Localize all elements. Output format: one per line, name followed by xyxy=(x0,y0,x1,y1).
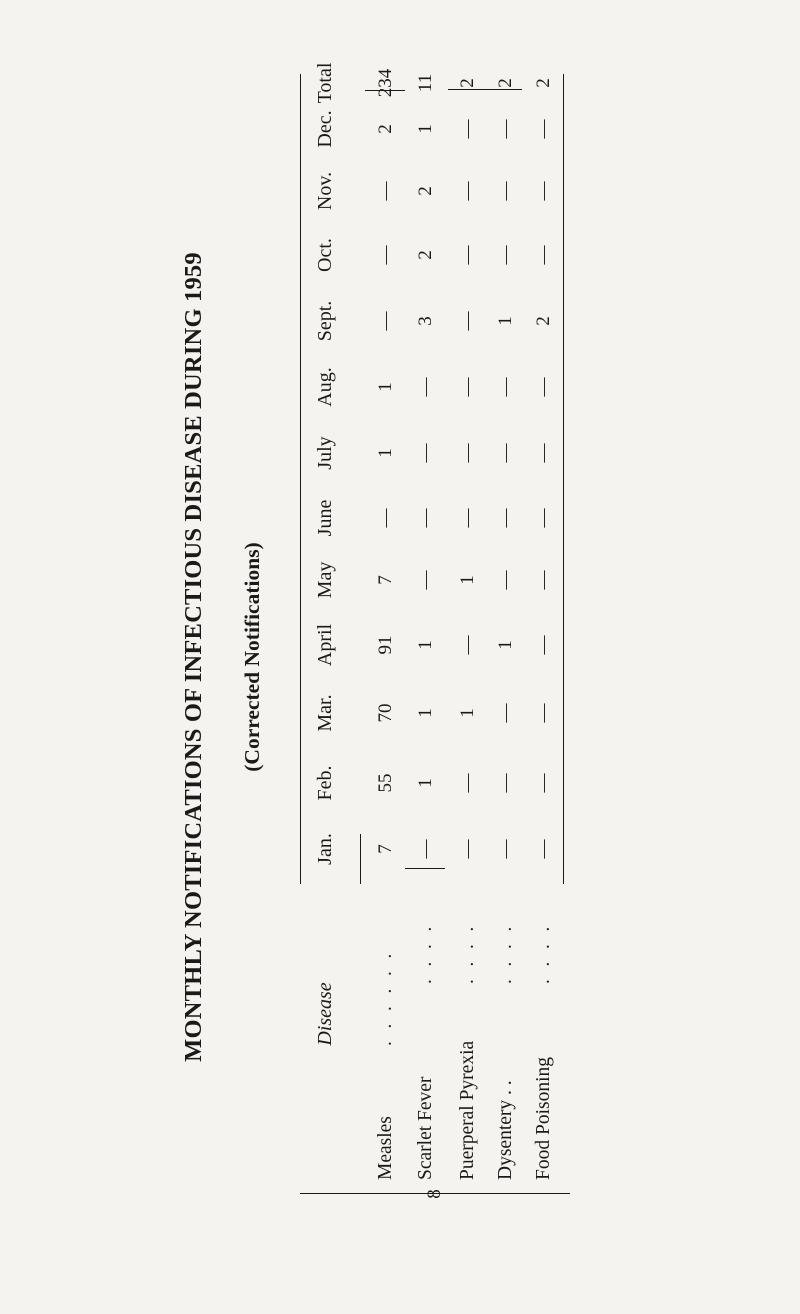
month-cell: 1 xyxy=(375,448,396,458)
document-title: MONTHLY NOTIFICATIONS OF INFECTIOUS DISEASE DURING 1959 xyxy=(180,252,207,1062)
page-number: 8 xyxy=(424,1189,445,1199)
month-cell: — xyxy=(533,570,554,590)
month-cell: — xyxy=(415,377,436,397)
month-cell: — xyxy=(457,245,478,265)
month-cell: — xyxy=(495,570,516,590)
month-cell: — xyxy=(457,773,478,793)
total-cell: 2 xyxy=(533,78,554,88)
month-cell: — xyxy=(457,508,478,528)
month-cell: — xyxy=(457,311,478,331)
disease-name: Measles xyxy=(375,1116,396,1180)
document-subtitle: (Corrected Notifications) xyxy=(240,542,264,772)
month-cell: — xyxy=(457,635,478,655)
month-cell: — xyxy=(533,245,554,265)
leader-dots: . . . . . . xyxy=(375,949,396,1046)
month-cell: 2 xyxy=(375,124,396,134)
month-cell: — xyxy=(533,773,554,793)
month-cell: — xyxy=(495,245,516,265)
leader-dots: . . . . xyxy=(533,922,554,984)
month-cell: 1 xyxy=(415,640,436,650)
disease-name: Scarlet Fever xyxy=(415,1076,436,1180)
header-nov: Nov. xyxy=(313,171,336,211)
month-cell: — xyxy=(375,508,396,528)
column-separator xyxy=(360,834,361,884)
month-cell: 1 xyxy=(375,382,396,392)
total-cell: 2 xyxy=(457,78,478,88)
month-cell: — xyxy=(495,839,516,859)
month-cell: — xyxy=(457,377,478,397)
month-cell: 1 xyxy=(415,708,436,718)
header-sept: Sept. xyxy=(313,300,336,342)
month-cell: — xyxy=(495,119,516,139)
month-cell: — xyxy=(495,443,516,463)
month-cell: — xyxy=(533,703,554,723)
month-cell: — xyxy=(495,508,516,528)
total-cell: 11 xyxy=(415,73,436,93)
header-aug: Aug. xyxy=(313,367,336,407)
header-may: May xyxy=(313,561,336,599)
month-cell: 3 xyxy=(415,316,436,326)
month-cell: — xyxy=(457,181,478,201)
month-cell: — xyxy=(415,570,436,590)
header-dec: Dec. xyxy=(313,110,336,148)
header-feb: Feb. xyxy=(313,765,336,801)
month-cell: 2 xyxy=(415,186,436,196)
month-cell: — xyxy=(533,377,554,397)
leader-dots: . . . . xyxy=(415,922,436,984)
month-cell: — xyxy=(533,443,554,463)
header-oct: Oct. xyxy=(313,238,336,272)
month-cell: — xyxy=(375,311,396,331)
month-cell: — xyxy=(375,245,396,265)
month-cell: — xyxy=(415,443,436,463)
month-cell: — xyxy=(457,839,478,859)
month-cell: 55 xyxy=(375,773,396,793)
total-cell: 2 xyxy=(495,78,516,88)
header-june: June xyxy=(313,499,336,537)
disease-name: Puerperal Pyrexia xyxy=(457,1040,478,1180)
disease-name: Food Poisoning xyxy=(533,1057,554,1180)
month-cell: — xyxy=(457,443,478,463)
total-cell: 234 xyxy=(375,68,396,98)
header-april: April xyxy=(313,623,336,667)
month-cell: — xyxy=(457,119,478,139)
month-cell: 1 xyxy=(415,778,436,788)
month-cell: — xyxy=(495,181,516,201)
month-cell: — xyxy=(495,773,516,793)
disease-name: Dysentery . . xyxy=(495,1080,516,1180)
month-cell: — xyxy=(533,635,554,655)
header-total: Total xyxy=(313,62,336,104)
month-cell: — xyxy=(495,703,516,723)
month-cell: — xyxy=(533,181,554,201)
month-cell: — xyxy=(375,181,396,201)
header-jan: Jan. xyxy=(313,833,336,865)
header-july: July xyxy=(313,436,336,470)
header-mar: Mar. xyxy=(313,694,336,732)
month-cell: 7 xyxy=(375,844,396,854)
month-cell: 7 xyxy=(375,575,396,585)
month-cell: 91 xyxy=(375,635,396,655)
month-cell: 70 xyxy=(375,703,396,723)
month-cell: 1 xyxy=(457,708,478,718)
month-cell: — xyxy=(495,377,516,397)
leader-dots: . . . . xyxy=(457,922,478,984)
leader-dots: . . . . xyxy=(495,922,516,984)
month-cell: 1 xyxy=(457,575,478,585)
month-cell: 2 xyxy=(415,250,436,260)
month-cell: — xyxy=(415,508,436,528)
month-cell: — xyxy=(533,508,554,528)
month-cell: 1 xyxy=(495,640,516,650)
month-cell: — xyxy=(415,839,436,859)
month-cell: — xyxy=(533,839,554,859)
month-cell: 1 xyxy=(495,316,516,326)
month-cell: — xyxy=(533,119,554,139)
column-separator xyxy=(563,74,564,884)
month-cell: 2 xyxy=(533,316,554,326)
month-cell: 1 xyxy=(415,124,436,134)
header-disease: Disease xyxy=(313,982,336,1046)
